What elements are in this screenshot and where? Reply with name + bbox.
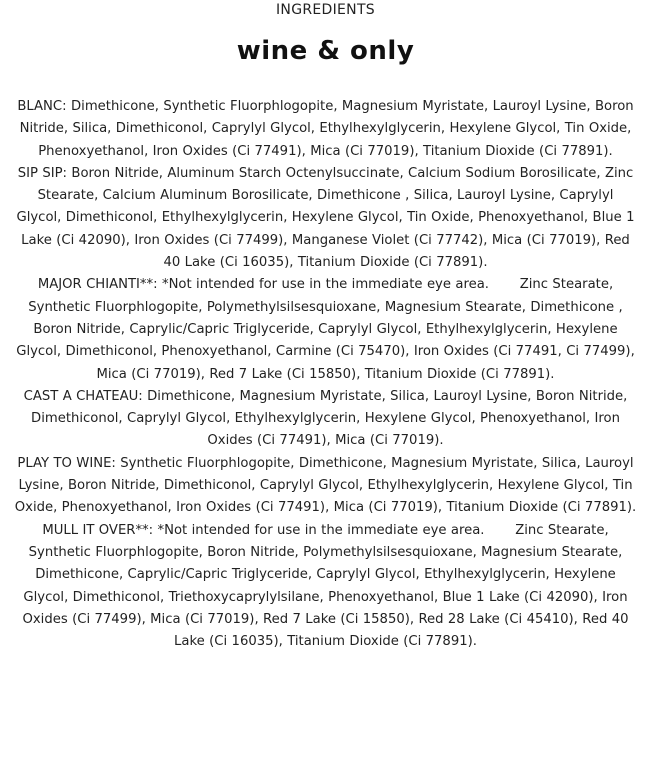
- ingredient-text: Synthetic Fluorphlogopite, Dimethicone, Magnesium Myristate, Silica, Lauroyl Lysine, Boron Nitride, Dimethiconol, Caprylyl Glycol, Ethylhexylglycerin, Hexylene Glycol, Tin Oxide, Phenoxyethanol, Iron Oxides (Ci 77491), Mica (Ci 77019), Titanium Dioxide (Ci 77891).: [14, 455, 637, 516]
- eye-area-warning: *Not intended for use in the immediate eye area.: [157, 522, 485, 538]
- ingredients-list: [14, 96, 637, 653]
- ingredient-entry-blanc: [14, 96, 637, 163]
- section-heading: INGREDIENTS: [276, 2, 375, 18]
- shade-name: PLAY TO WINE:: [17, 455, 116, 471]
- shade-name: BLANC:: [17, 99, 67, 114]
- ingredient-entry-play-to-wine: [14, 453, 637, 520]
- shade-name: SIP SIP:: [17, 165, 67, 181]
- shade-name: CAST A CHATEAU:: [23, 388, 143, 404]
- ingredient-text: Zinc Stearate, Synthetic Fluorphlogopite, Polymethylsilsesquioxane, Magnesium Stearate, Dimethicone , Boron Nitride, Caprylic/Capric Triglyceride, Caprylyl Glycol, Ethylhexylglycerin, Hexylene Glycol, Dimethiconol, Phenoxyethanol, Carmine (Ci 75470), Iron Oxides (Ci 77491, Ci 77499), Mica (Ci 77019), Red 7 Lake (Ci 15850), Titanium Dioxide (Ci 77891).: [16, 277, 635, 382]
- shade-name: MAJOR CHIANTI**:: [37, 277, 158, 293]
- ingredient-entry-mull-it-over: [14, 520, 637, 654]
- product-name: wine & only: [236, 36, 415, 66]
- ingredient-text: Dimethicone, Synthetic Fluorphlogopite, Magnesium Myristate, Lauroyl Lysine, Boron Nitride, Silica, Dimethiconol, Caprylyl Glycol, Ethylhexylglycerin, Hexylene Glycol, Tin Oxide, Phenoxyethanol, Iron Oxides (Ci 77491), Mica (Ci 77019), Titanium Dioxide (Ci 77891).: [19, 99, 634, 159]
- shade-name: MULL IT OVER**:: [42, 522, 154, 538]
- ingredient-entry-cast-a-chateau: [14, 386, 637, 453]
- eye-area-warning: *Not intended for use in the immediate eye area.: [161, 277, 489, 293]
- ingredient-text: Zinc Stearate, Synthetic Fluorphlogopite, Boron Nitride, Polymethylsilsesquioxane, Magnesium Stearate, Dimethicone, Caprylic/Capric Triglyceride, Caprylyl Glycol, Ethylhexylglycerin, Hexylene Glycol, Dimethiconol, Triethoxycaprylylsilane, Phenoxyethanol, Blue 1 Lake (Ci 42090), Iron Oxides (Ci 77499), Mica (Ci 77019), Red 7 Lake (Ci 15850), Red 28 Lake (Ci 45410), Red 40 Lake (Ci 16035), Titanium Dioxide (Ci 77891).: [22, 522, 629, 650]
- ingredient-text: Dimethicone, Magnesium Myristate, Silica, Lauroyl Lysine, Boron Nitride, Dimethiconol, Caprylyl Glycol, Ethylhexylglycerin, Hexylene Glycol, Phenoxyethanol, Iron Oxides (Ci 77491), Mica (Ci 77019).: [31, 388, 628, 449]
- ingredient-text: Boron Nitride, Aluminum Starch Octenylsuccinate, Calcium Sodium Borosilicate, Zinc Stearate, Calcium Aluminum Borosilicate, Dimethicone , Silica, Lauroyl Lysine, Caprylyl Glycol, Dimethiconol, Ethylhexylglycerin, Hexylene Glycol, Tin Oxide, Phenoxyethanol, Blue 1 Lake (Ci 42090), Iron Oxides (Ci 77499), Manganese Violet (Ci 77742), Mica (Ci 77019), Red 40 Lake (Ci 16035), Titanium Dioxide (Ci 77891).: [16, 165, 635, 271]
- ingredient-entry-major-chianti: [14, 274, 637, 385]
- ingredient-entry-sip-sip: [14, 163, 637, 274]
